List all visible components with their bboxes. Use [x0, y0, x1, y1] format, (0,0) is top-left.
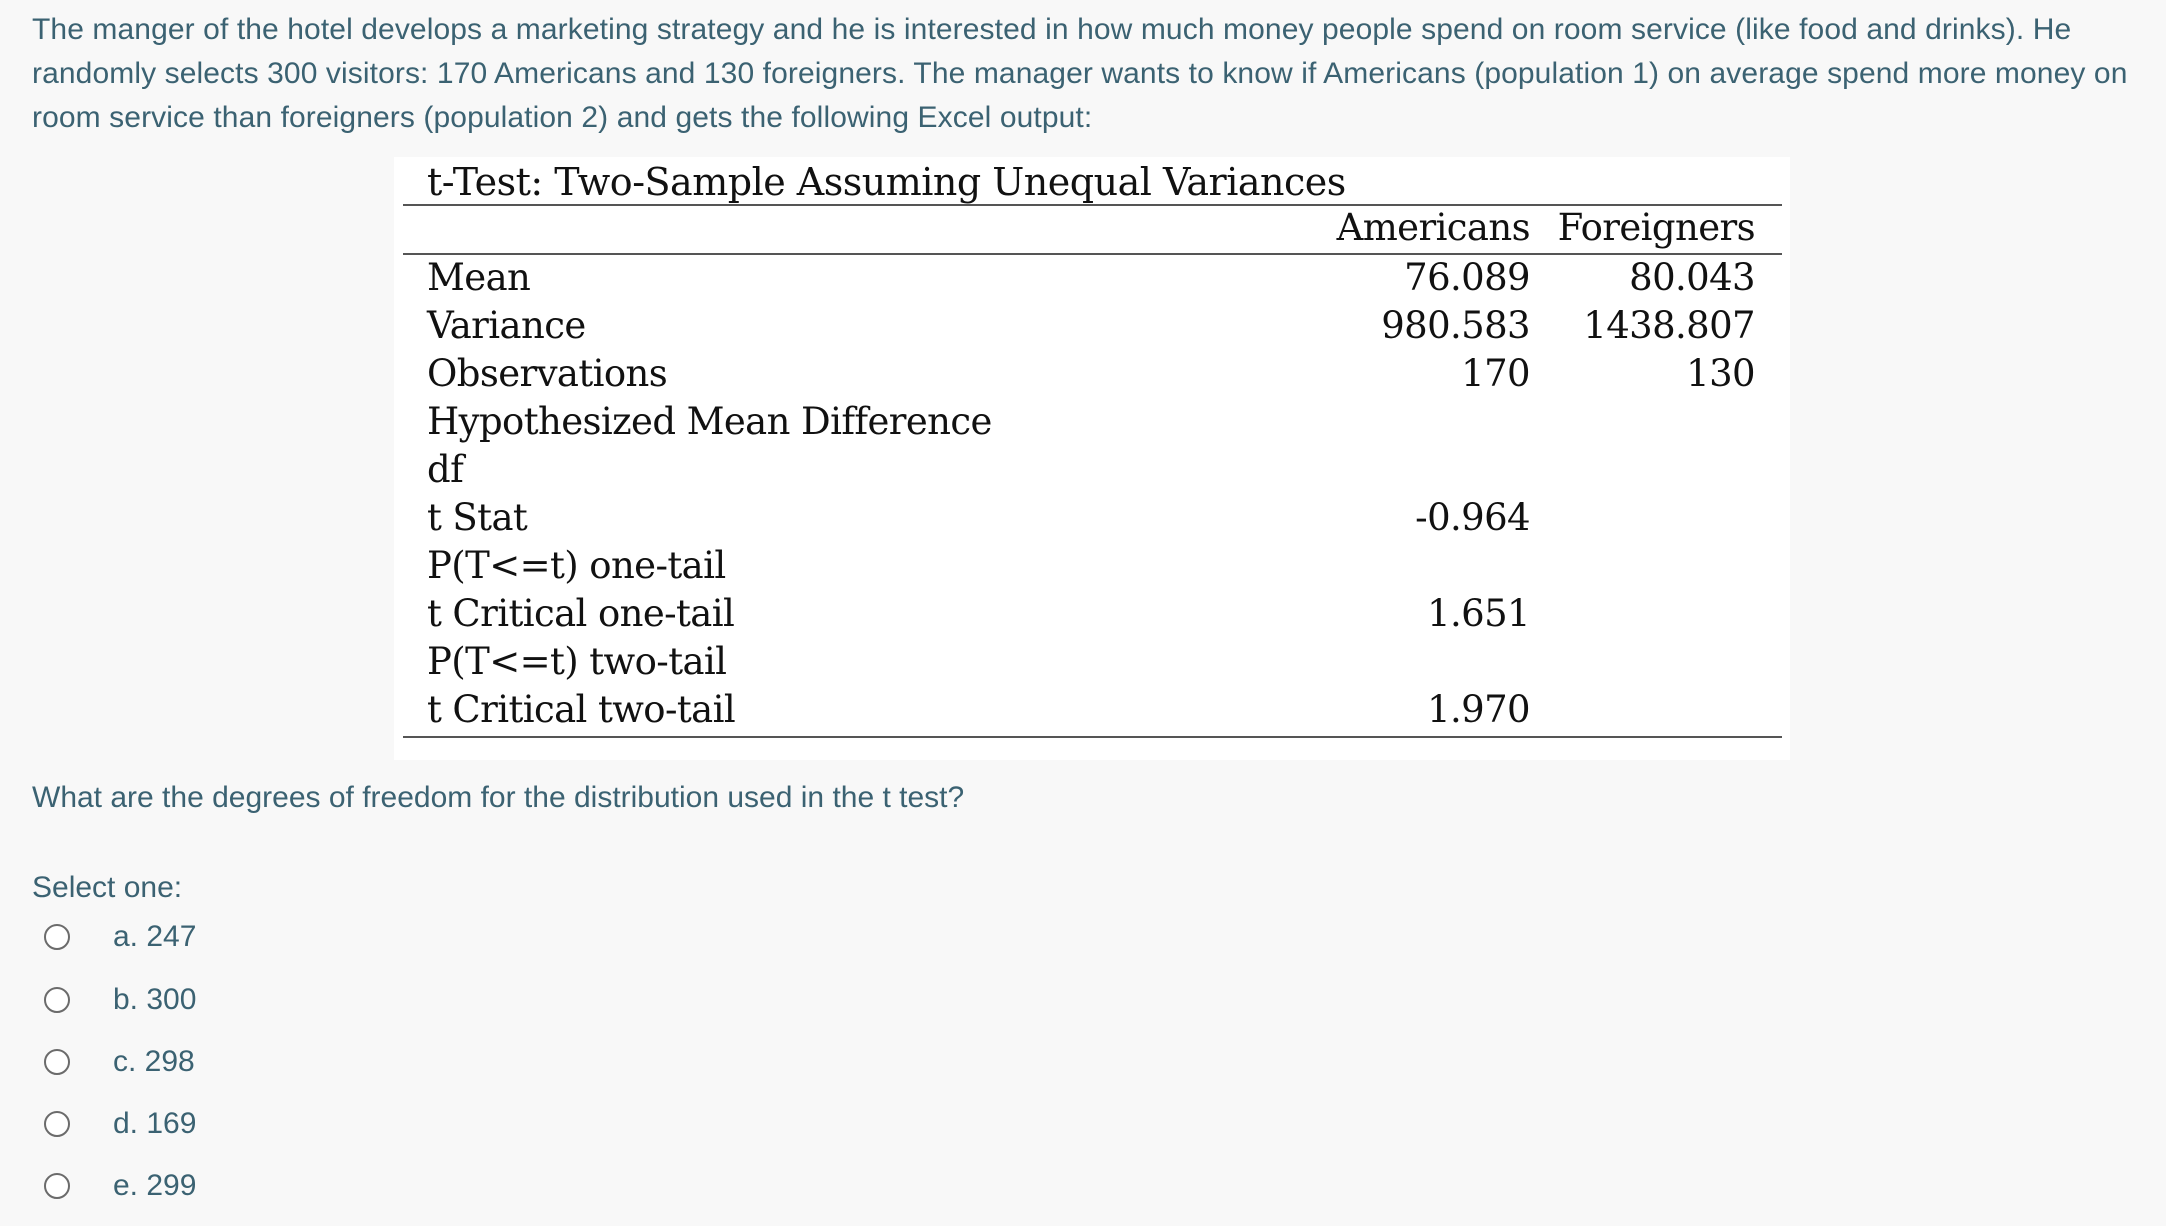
- option-c[interactable]: [44, 1040, 195, 1084]
- option-e[interactable]: [44, 1164, 196, 1208]
- question-intro-text: The manger of the hotel develops a marketing strategy and he is interested in how much money people spend on room service (like food and drinks). He randomly selects 300 visitors: 170 Americans and 130 foreigners. The manager wants to know if Americans (population 1) on average spend more money on room service than foreigners (population 2) and gets the following Excel output:: [32, 13, 2128, 134]
- radio-button-icon[interactable]: [44, 924, 70, 950]
- row-label: P(T<=t) two-tail: [427, 640, 727, 683]
- cell-americans: 1.970: [1427, 688, 1530, 731]
- row-label: Mean: [427, 256, 531, 299]
- option-a[interactable]: [44, 915, 196, 959]
- option-d[interactable]: [44, 1102, 196, 1146]
- option-label[interactable]: b. 300: [113, 983, 197, 1016]
- radio-button-icon[interactable]: [44, 1111, 70, 1137]
- select-one-prompt: Select one:: [32, 871, 183, 904]
- row-label: Hypothesized Mean Difference: [427, 400, 992, 443]
- row-label: df: [427, 448, 464, 491]
- question-text: What are the degrees of freedom for the distribution used in the t test?: [32, 781, 965, 814]
- option-label[interactable]: d. 169: [113, 1107, 197, 1140]
- column-header-americans: Americans: [1336, 206, 1530, 249]
- option-label[interactable]: c. 298: [113, 1045, 195, 1078]
- row-label: Variance: [427, 304, 586, 347]
- row-label: t Critical two-tail: [427, 688, 736, 731]
- column-header-foreigners: Foreigners: [1557, 206, 1755, 249]
- row-label: t Critical one-tail: [427, 592, 735, 635]
- table-bottom-rule: [403, 736, 1782, 738]
- table-header-rule: [403, 253, 1782, 255]
- option-b[interactable]: [44, 978, 196, 1022]
- row-label: Observations: [427, 352, 668, 395]
- cell-americans: 170: [1461, 352, 1530, 395]
- cell-americans: 1.651: [1427, 592, 1530, 635]
- radio-button-icon[interactable]: [44, 1049, 70, 1075]
- cell-americans: 76.089: [1404, 256, 1530, 299]
- cell-americans: 980.583: [1381, 304, 1530, 347]
- option-label[interactable]: e. 299: [113, 1169, 197, 1202]
- row-label: P(T<=t) one-tail: [427, 544, 726, 587]
- table-title: t-Test: Two-Sample Assuming Unequal Variances: [427, 160, 1346, 204]
- row-label: t Stat: [427, 496, 528, 539]
- cell-foreigners: 1438.807: [1583, 304, 1755, 347]
- option-label[interactable]: a. 247: [113, 920, 197, 953]
- radio-button-icon[interactable]: [44, 987, 70, 1013]
- cell-foreigners: 130: [1686, 352, 1755, 395]
- cell-foreigners: 80.043: [1629, 256, 1755, 299]
- cell-americans: -0.964: [1415, 496, 1530, 539]
- excel-output-table: [394, 157, 1790, 760]
- radio-button-icon[interactable]: [44, 1173, 70, 1199]
